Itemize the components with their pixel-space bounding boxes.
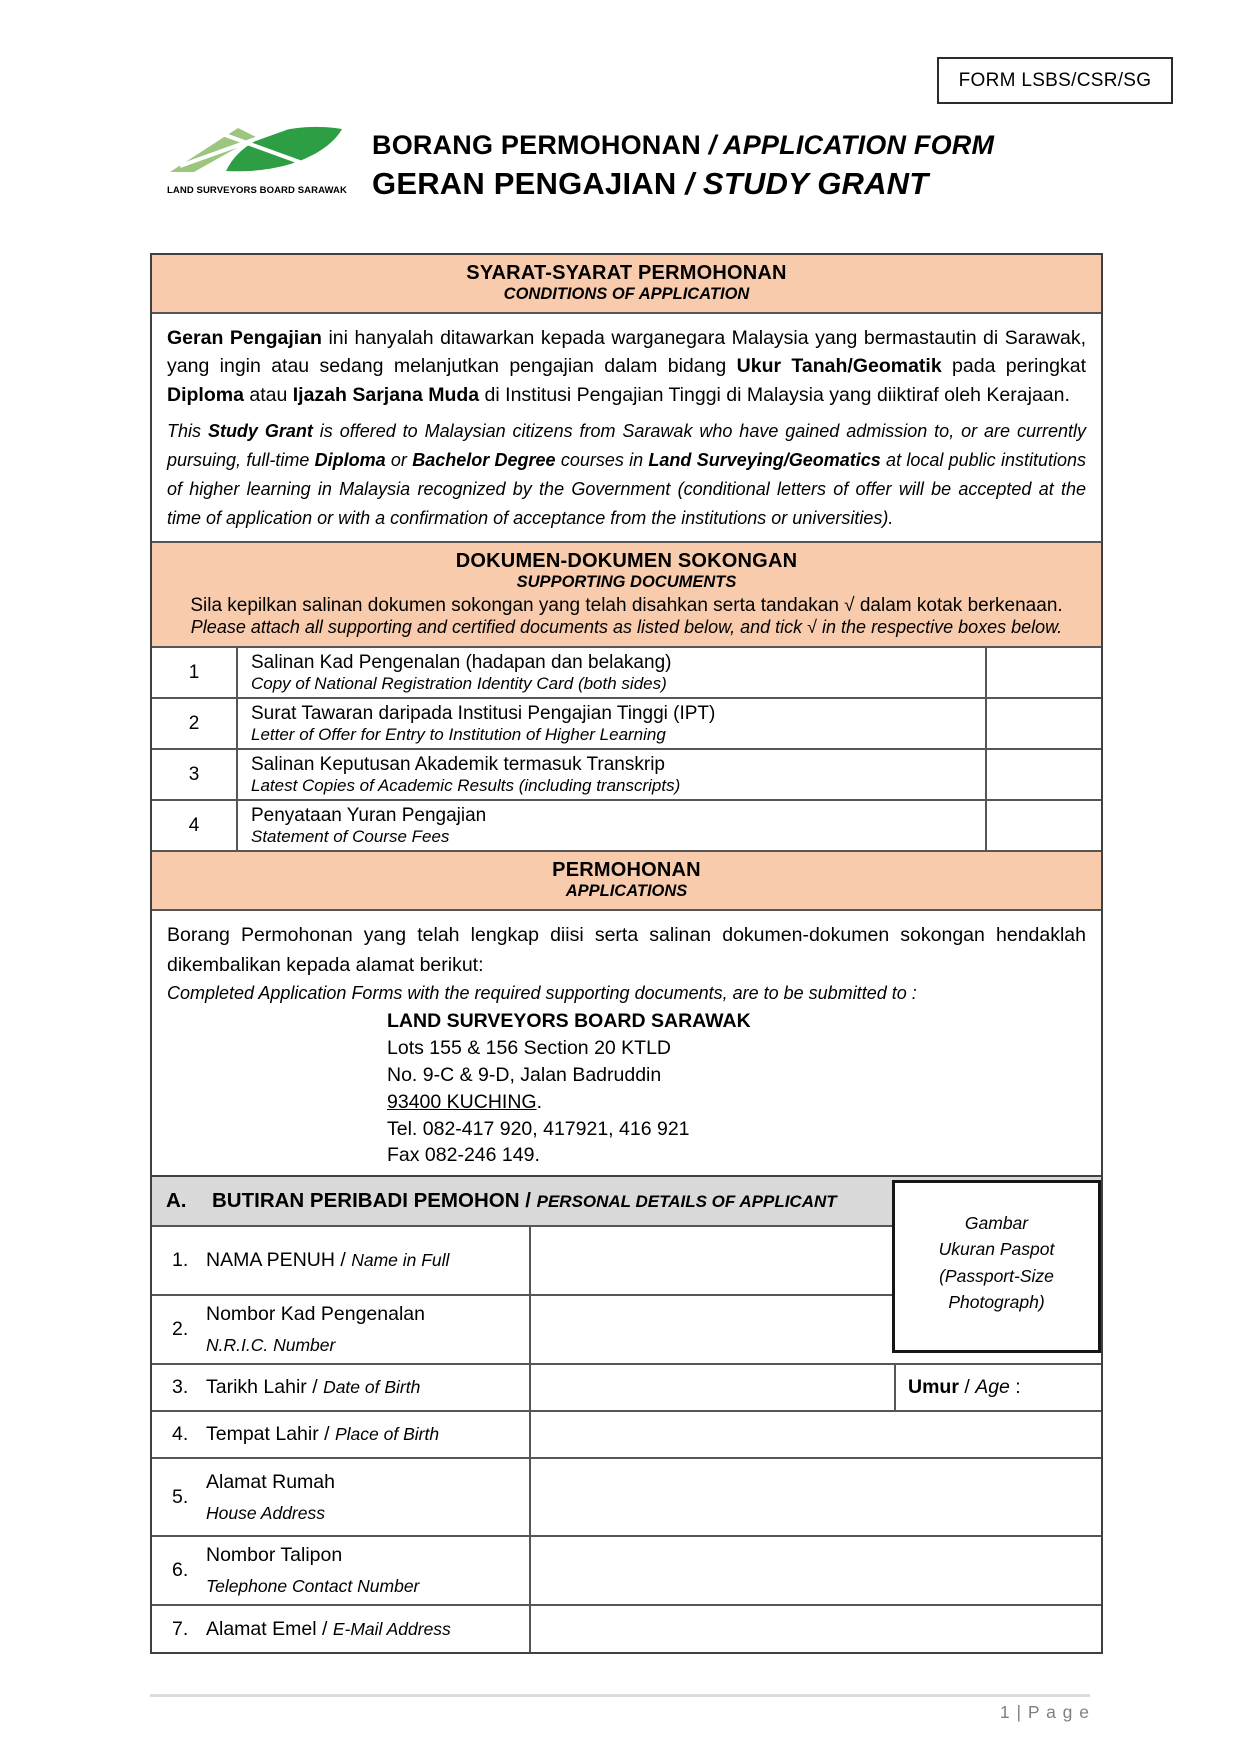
- phone-input-cell[interactable]: [531, 1537, 1101, 1604]
- field-row-phone: [152, 1535, 1101, 1604]
- field-caption: NAMA PENUH / Name in Full: [206, 1248, 450, 1271]
- applications-heading-en: APPLICATIONS: [565, 882, 688, 901]
- field-label-pob: [152, 1412, 531, 1457]
- title-line-2: GERAN PENGAJIAN / STUDY GRANT: [372, 166, 929, 201]
- applications-text-my: Borang Permohonan yang telah lengkap diisi serta salinan dokumen-dokumen sokongan hendaklah dikembalikan kepada alamat berikut:: [167, 924, 1086, 976]
- document-description: [238, 801, 985, 850]
- lsbs-logo-icon: [166, 116, 348, 178]
- applications-text-en: Completed Application Forms with the required supporting documents, are to be submitted to :: [167, 982, 917, 1003]
- document-number: 2: [152, 699, 238, 748]
- document-desc-my: Salinan Keputusan Akademik termasuk Transkrip: [251, 753, 665, 775]
- house-address-input-cell[interactable]: [531, 1459, 1101, 1535]
- document-desc-my: Penyataan Yuran Pengajian: [251, 804, 487, 826]
- documents-heading-en: SUPPORTING DOCUMENTS: [516, 573, 737, 592]
- field-caption-my: Alamat Rumah: [206, 1470, 335, 1493]
- logo-org-name: LAND SURVEYORS BOARD SARAWAK: [167, 185, 347, 196]
- main-info-table: [150, 253, 1103, 1185]
- document-desc-en: Statement of Course Fees: [251, 826, 450, 846]
- dob-input-cell[interactable]: [531, 1365, 894, 1410]
- photo-box[interactable]: [892, 1180, 1101, 1353]
- document-description: [238, 750, 985, 799]
- photo-box-line: Gambar: [964, 1213, 1029, 1233]
- field-caption-en: N.R.I.C. Number: [206, 1335, 336, 1356]
- document-number: 4: [152, 801, 238, 850]
- document-row-3: [152, 748, 1101, 799]
- conditions-paragraph-my: Geran Pengajian ini hanyalah ditawarkan kepada warganegara Malaysia yang bermastautin di Sarawak, yang ingin atau sedang melanjutkan pengajian dalam bidang Ukur Tanah/Geomatik pada peringkat Diploma atau Ijazah Sarjana Muda di Institusi Pengajian Tinggi di Malaysia yang diiktiraf oleh Kerajaan.: [167, 327, 1087, 406]
- document-row-2: [152, 697, 1101, 748]
- field-row-dob: [152, 1363, 1101, 1410]
- photo-box-line: Ukuran Paspot: [938, 1239, 1055, 1260]
- field-caption: Tempat Lahir / Place of Birth: [206, 1422, 440, 1445]
- documents-instruction-my: Sila kepilkan salinan dokumen sokongan yang telah disahkan serta tandakan √ dalam kotak berkenaan.: [190, 595, 1063, 617]
- age-label: Umur / Age :: [908, 1376, 1021, 1399]
- tick-box-cell-4[interactable]: [985, 801, 1101, 850]
- tick-box-cell-2[interactable]: [985, 699, 1101, 748]
- document-desc-en: Copy of National Registration Identity Card (both sides): [251, 673, 667, 693]
- form-title: [372, 130, 994, 202]
- field-number: 2.: [172, 1318, 189, 1341]
- field-label-address: [152, 1459, 531, 1535]
- section-a-label: A.: [166, 1189, 187, 1212]
- address-line-2: No. 9-C & 9-D, Jalan Badruddin: [387, 1063, 662, 1086]
- field-label-phone: [152, 1537, 531, 1604]
- page-number: 1 | P a g e: [999, 1702, 1090, 1722]
- conditions-paragraph-en: This Study Grant is offered to Malaysian citizens from Sarawak who have gained admission to, or are currently pursuing, full-time Diploma or Bachelor Degree courses in Land Surveying/Geomatics at local public institutions of higher learning in Malaysia recognized by the Government (conditional letters of offer will be accepted at the time of application or with a confirmation of acceptance from the institutions or universities).: [167, 420, 1087, 529]
- address-fax: Fax 082-246 149.: [387, 1144, 540, 1167]
- photo-box-line: (Passport-Size: [939, 1265, 1054, 1286]
- field-label-dob: [152, 1365, 531, 1410]
- document-number: 1: [152, 648, 238, 697]
- field-caption-en: House Address: [206, 1502, 325, 1523]
- documents-heading-my: DOKUMEN-DOKUMEN SOKONGAN: [455, 550, 798, 573]
- title-line-1: BORANG PERMOHONAN / APPLICATION FORM: [372, 130, 995, 160]
- field-row-pob: [152, 1410, 1101, 1457]
- document-row-4: [152, 799, 1101, 850]
- field-caption: [206, 1470, 335, 1525]
- field-number: 4.: [172, 1423, 189, 1446]
- conditions-header: [152, 255, 1101, 312]
- field-number: 6.: [172, 1559, 189, 1582]
- field-row-email: [152, 1604, 1101, 1652]
- field-number: 1.: [172, 1249, 189, 1271]
- field-caption-en: Telephone Contact Number: [206, 1576, 420, 1597]
- conditions-heading-en: CONDITIONS OF APPLICATION: [503, 285, 750, 303]
- field-number: 7.: [172, 1617, 189, 1640]
- document-desc-my: Salinan Kad Pengenalan (hadapan dan belakang): [251, 651, 672, 673]
- pob-input-cell[interactable]: [531, 1412, 1101, 1457]
- applications-body: [152, 909, 1101, 1183]
- tick-box-cell-3[interactable]: [985, 750, 1101, 799]
- lsbs-logo: [164, 116, 350, 196]
- documents-header: [152, 541, 1101, 646]
- field-caption: [206, 1302, 425, 1357]
- field-row-address: [152, 1457, 1101, 1535]
- field-number: 5.: [172, 1485, 189, 1508]
- document-desc-my: Surat Tawaran daripada Institusi Pengajian Tinggi (IPT): [251, 702, 716, 724]
- submission-address: [387, 1008, 1086, 1169]
- applications-heading-my: PERMOHONAN: [552, 859, 701, 882]
- document-desc-en: Letter of Offer for Entry to Institution of Higher Learning: [251, 724, 666, 744]
- conditions-body: [152, 312, 1101, 541]
- photo-box-line: Photograph): [948, 1291, 1045, 1312]
- field-label-email: [152, 1606, 531, 1652]
- footer-rule: [150, 1694, 1090, 1697]
- document-description: [238, 648, 985, 697]
- document-desc-en: Latest Copies of Academic Results (including transcripts): [251, 775, 681, 795]
- address-line-1: Lots 155 & 156 Section 20 KTLD: [387, 1036, 672, 1059]
- address-org-name: LAND SURVEYORS BOARD SARAWAK: [387, 1009, 751, 1032]
- document-row-1: [152, 646, 1101, 697]
- section-a-title: BUTIRAN PERIBADI PEMOHON / PERSONAL DETAILS OF APPLICANT: [212, 1189, 837, 1212]
- email-input-cell[interactable]: [531, 1606, 1101, 1652]
- document-number: 3: [152, 750, 238, 799]
- conditions-heading-my: SYARAT-SYARAT PERMOHONAN: [466, 262, 787, 284]
- field-caption: [206, 1543, 419, 1598]
- form-code-box: [937, 57, 1173, 104]
- document-description: [238, 699, 985, 748]
- form-code: FORM LSBS/CSR/SG: [958, 69, 1152, 91]
- age-cell[interactable]: [894, 1365, 1101, 1410]
- field-caption-my: Nombor Kad Pengenalan: [206, 1303, 425, 1325]
- field-label-name: [152, 1227, 531, 1294]
- field-caption: Alamat Emel / E-Mail Address: [206, 1617, 451, 1640]
- applications-header: [152, 850, 1101, 909]
- address-line-3: 93400 KUCHING.: [387, 1090, 542, 1113]
- tick-box-cell-1[interactable]: [985, 648, 1101, 697]
- field-number: 3.: [172, 1376, 189, 1399]
- field-caption: Tarikh Lahir / Date of Birth: [206, 1375, 421, 1398]
- field-label-nric: [152, 1296, 531, 1363]
- field-caption-my: Nombor Talipon: [206, 1544, 343, 1567]
- documents-instruction-en: Please attach all supporting and certified documents as listed below, and tick √ in the respective boxes below.: [190, 617, 1063, 638]
- address-telephone: Tel. 082-417 920, 417921, 416 921: [387, 1117, 690, 1140]
